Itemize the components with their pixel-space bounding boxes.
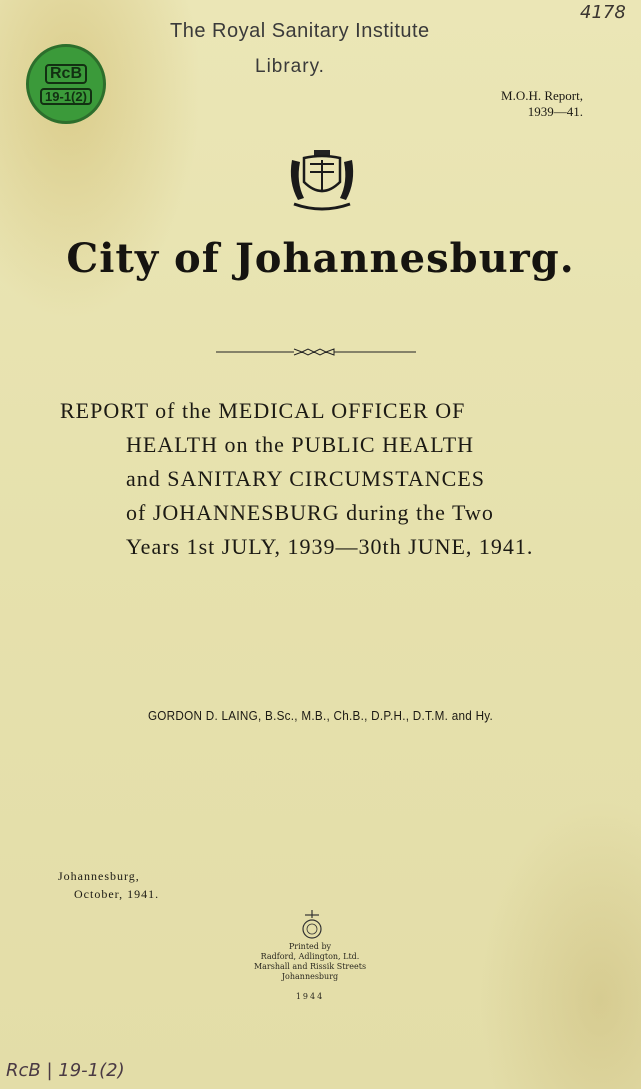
place-and-date <box>58 867 159 903</box>
report-title-line: REPORT of the MEDICAL OFFICER OF <box>60 398 466 423</box>
print-year: 1944 <box>295 992 325 1001</box>
printer-mark-icon <box>300 910 324 940</box>
handwritten-shelf-mark: RcB | 19-1(2) <box>6 1060 125 1081</box>
library-name: The Royal Sanitary Institute <box>170 20 430 42</box>
library-label: Library. <box>255 56 325 77</box>
printer-imprint <box>200 942 420 1002</box>
page-title: City of Johannesburg. <box>66 235 575 282</box>
place-city: Johannesburg, <box>58 869 140 883</box>
moh-report-note <box>501 88 583 120</box>
report-title-line: and SANITARY CIRCUMSTANCES <box>126 466 486 491</box>
library-stamp <box>26 44 106 124</box>
report-title-line: of JOHANNESBURG during the Two <box>126 500 494 525</box>
printer-line: Printed by <box>288 942 332 951</box>
moh-report-years: 1939—41. <box>527 104 583 119</box>
place-date: October, 1941. <box>74 887 160 901</box>
city-coat-of-arms-icon <box>284 142 360 218</box>
stamp-number: 19-1(2) <box>40 88 92 105</box>
report-title-line: HEALTH on the PUBLIC HEALTH <box>126 432 475 457</box>
handwritten-accession-number: 4178 <box>580 2 626 23</box>
author-credit: GORDON D. LAING, B.Sc., M.B., Ch.B., D.P.H., D.T.M. and Hy. <box>147 708 494 723</box>
moh-report-label: M.O.H. Report, <box>501 88 583 103</box>
ornamental-rule-icon <box>216 346 416 358</box>
report-title-block <box>60 394 590 564</box>
printer-address: Marshall and Rissik Streets <box>253 962 367 971</box>
printer-name: Radford, Adlington, Ltd. <box>260 952 360 961</box>
stamp-code: RcB <box>45 64 87 84</box>
report-title-line: Years 1st JULY, 1939—30th JUNE, 1941. <box>126 534 534 559</box>
printer-city: Johannesburg <box>281 972 339 981</box>
